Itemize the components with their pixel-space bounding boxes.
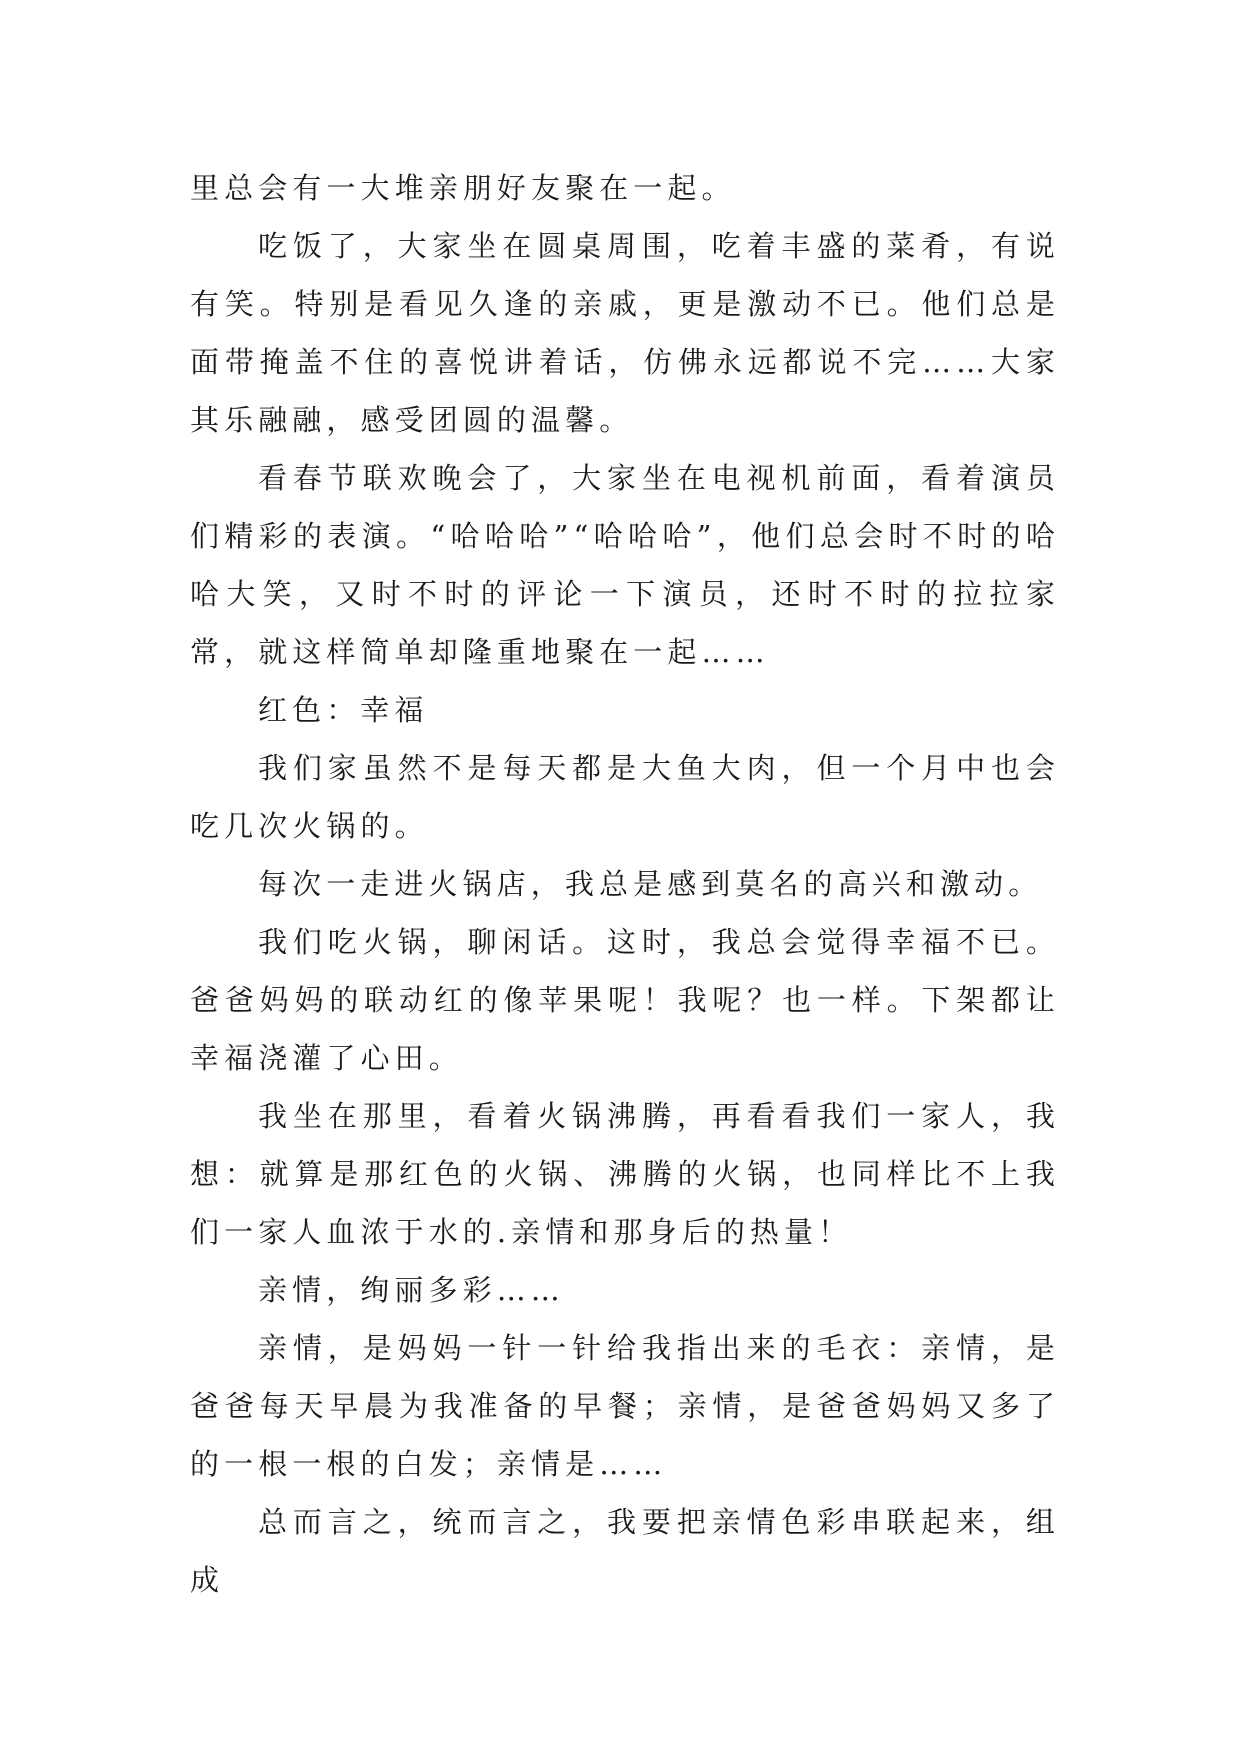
paragraph-hotpot-intro: 我们家虽然不是每天都是大鱼大肉，但一个月中也会吃几次火锅的。 — [190, 751, 1060, 843]
document-body — [190, 159, 1060, 1609]
paragraph-love-examples: 亲情，是妈妈一针一针给我指出来的毛衣：亲情，是爸爸每天早晨为我准备的早餐；亲情，是爸爸妈妈又多了的一根一根的白发；亲情是…… — [190, 1331, 1060, 1481]
paragraph-gala: 看春节联欢晚会了，大家坐在电视机前面，看着演员们精彩的表演。“哈哈哈”“哈哈哈”，他们总会时不时的哈哈大笑，又时不时的评论一下演员，还时不时的拉拉家常，就这样简单却隆重地聚在一起…… — [190, 461, 1060, 669]
paragraph-continued: 里总会有一大堆亲朋好友聚在一起。 — [190, 171, 736, 205]
paragraph-hotpot-happiness: 我们吃火锅，聊闲话。这时，我总会觉得幸福不已。爸爸妈妈的联动红的像苹果呢！我呢？也一样。下架都让幸福浇灌了心田。 — [190, 925, 1060, 1075]
paragraph-family-warmth: 我坐在那里，看着火锅沸腾，再看看我们一家人，我想：就算是那红色的火锅、沸腾的火锅，也同样比不上我们一家人血浓于水的.亲情和那身后的热量！ — [190, 1099, 1060, 1249]
paragraph-dinner: 吃饭了，大家坐在圆桌周围，吃着丰盛的菜肴，有说有笑。特别是看见久逢的亲戚，更是激动不已。他们总是面带掩盖不住的喜悦讲着话，仿佛永远都说不完……大家其乐融融，感受团圆的温馨。 — [190, 229, 1060, 437]
section-heading-red-happiness: 红色：幸福 — [258, 693, 429, 727]
paragraph-colorful-love: 亲情，绚丽多彩…… — [258, 1273, 565, 1307]
paragraph-hotpot-shop: 每次一走进火锅店，我总是感到莫名的高兴和激动。 — [258, 867, 1043, 901]
paragraph-conclusion: 总而言之，统而言之，我要把亲情色彩串联起来，组成 — [190, 1505, 1060, 1597]
